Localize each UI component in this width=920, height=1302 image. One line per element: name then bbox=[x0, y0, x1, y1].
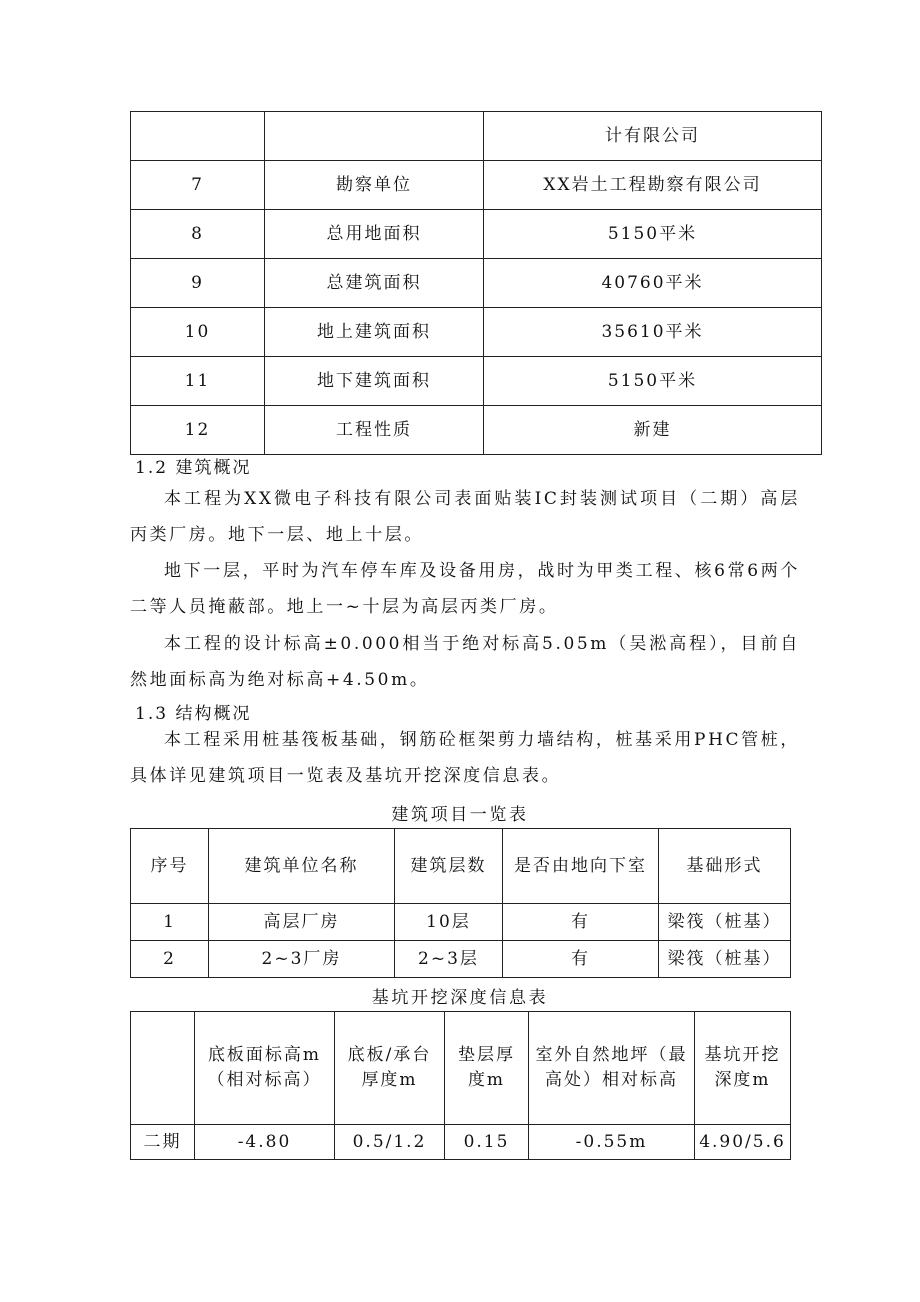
table-cell: 12 bbox=[131, 406, 265, 455]
table-cell: 勘察单位 bbox=[265, 161, 484, 210]
table-cell: 40760平米 bbox=[484, 259, 822, 308]
table-cell: 5150平米 bbox=[484, 210, 822, 259]
table-cell: 0.15 bbox=[445, 1125, 529, 1160]
table-cell: 有 bbox=[503, 904, 659, 941]
table-row bbox=[131, 161, 822, 210]
table-cell: 10 bbox=[131, 308, 265, 357]
table-row bbox=[131, 112, 822, 161]
table-cell: -4.80 bbox=[195, 1125, 335, 1160]
section-heading-1-2: 1.2 建筑概况 bbox=[135, 458, 252, 478]
table-header-cell: 建筑单位名称 bbox=[209, 829, 395, 904]
table-cell: 计有限公司 bbox=[484, 112, 822, 161]
paragraph: 地下一层，平时为汽车停车库及设备用房，战时为甲类工程、核6常6两个二等人员掩蔽部。地上一~十层为高层丙类厂房。 bbox=[130, 561, 800, 617]
table-header-cell: 垫层厚度m bbox=[445, 1012, 529, 1125]
table-cell: 0.5/1.2 bbox=[335, 1125, 445, 1160]
table-header-row bbox=[131, 1012, 791, 1125]
table-cell: 4.90/5.6 bbox=[695, 1125, 791, 1160]
table-cell: 7 bbox=[131, 161, 265, 210]
table-cell: 高层厂房 bbox=[209, 904, 395, 941]
paragraph: 本工程为XX微电子科技有限公司表面贴装IC封装测试项目（二期）高层丙类厂房。地下一层、地上十层。 bbox=[130, 489, 800, 545]
table-cell bbox=[265, 112, 484, 161]
table-row bbox=[131, 1125, 791, 1160]
table-caption: 基坑开挖深度信息表 bbox=[371, 988, 549, 1008]
table-header-cell: 基坑开挖深度m bbox=[695, 1012, 791, 1125]
table-header-cell bbox=[131, 1012, 195, 1125]
table-cell bbox=[131, 112, 265, 161]
table-cell: 总建筑面积 bbox=[265, 259, 484, 308]
table-cell: 35610平米 bbox=[484, 308, 822, 357]
table-row bbox=[131, 406, 822, 455]
table-caption: 建筑项目一览表 bbox=[391, 805, 529, 825]
table-cell: 新建 bbox=[484, 406, 822, 455]
table-row bbox=[131, 210, 822, 259]
table-cell: 2~3层 bbox=[395, 941, 503, 978]
table-header-cell: 建筑层数 bbox=[395, 829, 503, 904]
table-header-cell: 室外自然地坪（最高处）相对标高 bbox=[529, 1012, 695, 1125]
table-header-cell: 底板面标高m（相对标高） bbox=[195, 1012, 335, 1125]
project-info-table bbox=[130, 111, 822, 455]
paragraph: 本工程的设计标高±0.000相当于绝对标高5.05m（吴淞高程），目前自然地面标高为绝对标高+4.50m。 bbox=[130, 634, 800, 690]
table-cell: 8 bbox=[131, 210, 265, 259]
table-cell: -0.55m bbox=[529, 1125, 695, 1160]
table-cell: XX岩土工程勘察有限公司 bbox=[484, 161, 822, 210]
table-cell: 2~3厂房 bbox=[209, 941, 395, 978]
table-row bbox=[131, 357, 822, 406]
table-header-cell: 底板/承台厚度m bbox=[335, 1012, 445, 1125]
table-row bbox=[131, 259, 822, 308]
table-cell: 11 bbox=[131, 357, 265, 406]
building-projects-table bbox=[130, 828, 791, 978]
table-cell: 二期 bbox=[131, 1125, 195, 1160]
table-header-cell: 序号 bbox=[131, 829, 209, 904]
foundation-pit-depth-table bbox=[130, 1011, 791, 1160]
table-row bbox=[131, 308, 822, 357]
table-row bbox=[131, 941, 791, 978]
table-cell: 工程性质 bbox=[265, 406, 484, 455]
table-header-cell: 是否由地向下室 bbox=[503, 829, 659, 904]
table-cell: 1 bbox=[131, 904, 209, 941]
table-cell: 有 bbox=[503, 941, 659, 978]
table-cell: 梁筏（桩基） bbox=[659, 941, 791, 978]
table-cell: 地上建筑面积 bbox=[265, 308, 484, 357]
table-cell: 地下建筑面积 bbox=[265, 357, 484, 406]
table-cell: 梁筏（桩基） bbox=[659, 904, 791, 941]
table-cell: 9 bbox=[131, 259, 265, 308]
table-header-row bbox=[131, 829, 791, 904]
table-cell: 2 bbox=[131, 941, 209, 978]
paragraph: 本工程采用桩基筏板基础，钢筋砼框架剪力墙结构，桩基采用PHC管桩，具体详见建筑项目一览表及基坑开挖深度信息表。 bbox=[130, 730, 800, 786]
section-heading-1-3: 1.3 结构概况 bbox=[135, 704, 252, 724]
table-cell: 5150平米 bbox=[484, 357, 822, 406]
table-header-cell: 基础形式 bbox=[659, 829, 791, 904]
table-cell: 总用地面积 bbox=[265, 210, 484, 259]
table-row bbox=[131, 904, 791, 941]
table-cell: 10层 bbox=[395, 904, 503, 941]
